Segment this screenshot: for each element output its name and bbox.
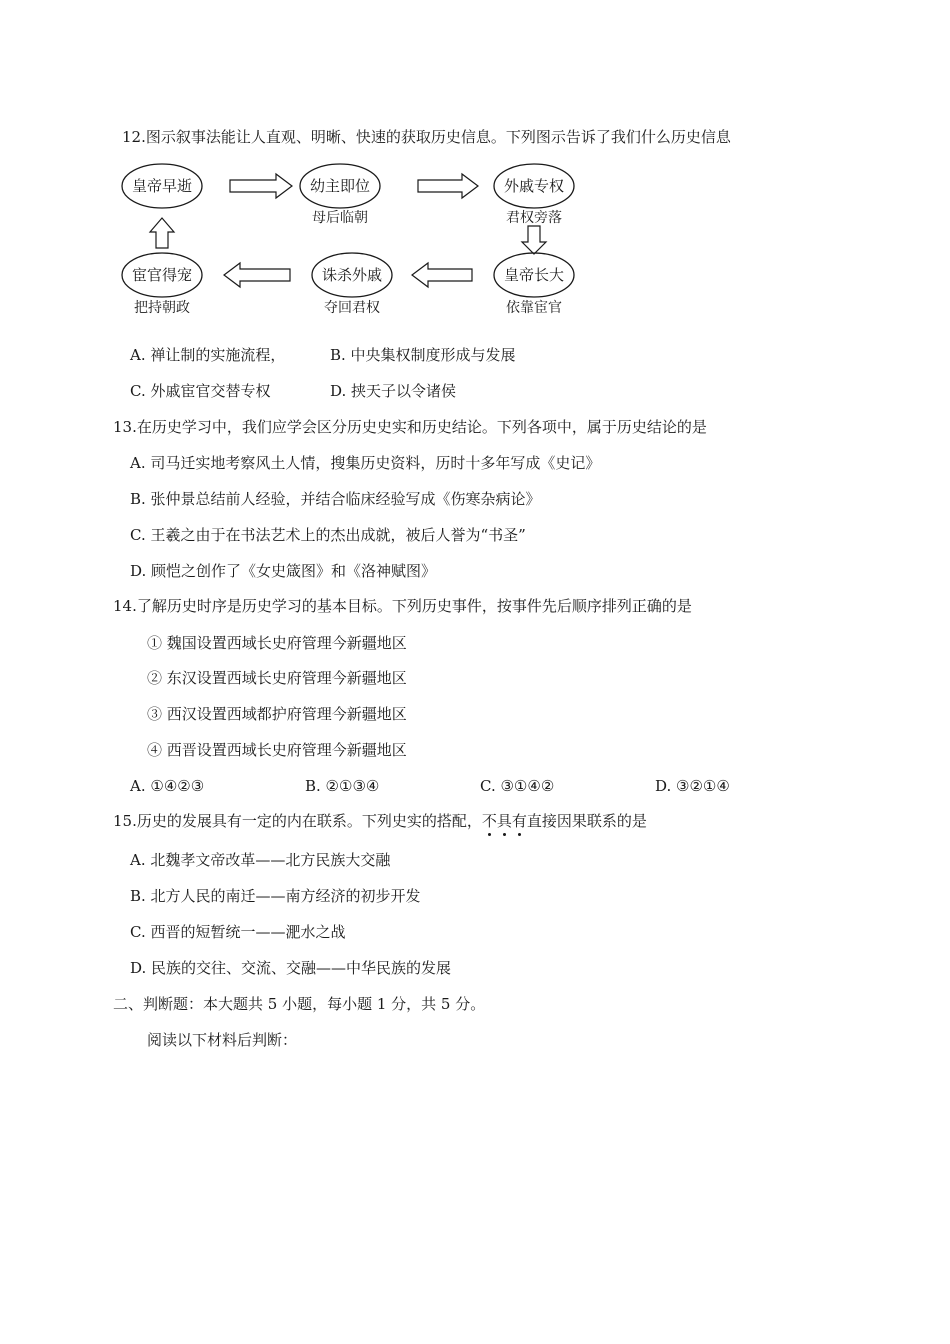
section2-heading: 二、判断题：本大题共 5 小题，每小题 1 分，共 5 分。	[113, 995, 486, 1013]
q15-option-a[interactable]: A. 北魏孝文帝改革——北方民族大交融	[130, 851, 391, 869]
q14-event-1: ① 魏国设置西域长史府管理今新疆地区	[147, 634, 407, 652]
q15-option-b[interactable]: B. 北方人民的南迁——南方经济的初步开发	[130, 887, 421, 905]
q14-option-a[interactable]: A. ①④②③	[130, 777, 205, 795]
q12-option-d[interactable]: D. 挟天子以令诸侯	[330, 382, 457, 400]
flow-diagram	[112, 160, 592, 320]
q15-emph-char-3: 有	[511, 812, 527, 830]
q14-event-3: ③ 西汉设置西域都护府管理今新疆地区	[147, 705, 407, 723]
arrow-up-icon	[150, 218, 174, 248]
q15-emph-char-2: 具	[496, 812, 512, 830]
diagram-node-5-label: 诛杀外戚	[321, 266, 383, 284]
q14-event-2: ② 东汉设置西域长史府管理今新疆地区	[147, 669, 407, 687]
arrow-down-icon	[522, 226, 546, 254]
q15-emph-char-1: 不	[481, 812, 497, 830]
q12-option-a[interactable]: A. 禅让制的实施流程，	[130, 346, 286, 364]
diagram-node-2-label: 幼主即位	[309, 177, 371, 195]
diagram-node-5	[312, 253, 392, 316]
q13-option-d[interactable]: D. 顾恺之创作了《女史箴图》和《洛神赋图》	[130, 562, 437, 580]
q15-stem-before: 15.历史的发展具有一定的内在联系。下列史实的搭配，	[113, 812, 482, 830]
diagram-node-3	[494, 164, 574, 226]
diagram-node-5-sub: 夺回君权	[324, 300, 380, 316]
q12-option-b[interactable]: B. 中央集权制度形成与发展	[330, 346, 516, 364]
q12-option-c[interactable]: C. 外戚宦官交替专权	[130, 382, 271, 400]
diagram-node-4-sub: 依靠宦官	[506, 300, 562, 316]
q15-option-c[interactable]: C. 西晋的短暂统一——淝水之战	[130, 923, 346, 941]
q15-stem-after: 直接因果联系的是	[526, 812, 647, 830]
q12-stem: 12.图示叙事法能让人直观、明晰、快速的获取历史信息。下列图示告诉了我们什么历史信息	[122, 128, 731, 146]
q15-stem	[113, 811, 647, 831]
diagram-node-6	[122, 253, 202, 316]
q13-option-b[interactable]: B. 张仲景总结前人经验，并结合临床经验写成《伤寒杂病论》	[130, 490, 541, 508]
diagram-node-3-sub: 君权旁落	[506, 210, 562, 226]
diagram-node-1-label: 皇帝早逝	[131, 177, 193, 195]
q14-event-4: ④ 西晋设置西域长史府管理今新疆地区	[147, 741, 407, 759]
q13-option-a[interactable]: A. 司马迁实地考察风土人情，搜集历史资料，历时十多年写成《史记》	[130, 454, 601, 472]
diagram-node-2	[300, 164, 380, 226]
q14-option-b[interactable]: B. ②①③④	[305, 777, 380, 795]
diagram-node-1	[122, 164, 202, 208]
diagram-node-6-label: 宦官得宠	[131, 266, 193, 284]
q14-option-c[interactable]: C. ③①④②	[480, 777, 555, 795]
diagram-node-4-label: 皇帝长大	[503, 266, 565, 284]
diagram-node-6-sub: 把持朝政	[134, 300, 190, 316]
arrow-left-icon	[224, 263, 290, 287]
q13-stem: 13.在历史学习中，我们应学会区分历史史实和历史结论。下列各项中，属于历史结论的是	[113, 418, 707, 436]
arrow-left-icon	[412, 263, 472, 287]
q15-option-d[interactable]: D. 民族的交往、交流、交融——中华民族的发展	[130, 959, 452, 977]
diagram-node-3-label: 外戚专权	[503, 177, 565, 195]
q13-option-c[interactable]: C. 王羲之由于在书法艺术上的杰出成就，被后人誉为“书圣”	[130, 526, 526, 544]
diagram-node-4	[494, 253, 574, 316]
arrow-right-icon	[418, 174, 478, 198]
q14-option-d[interactable]: D. ③②①④	[655, 777, 730, 795]
q14-stem: 14.了解历史时序是历史学习的基本目标。下列历史事件，按事件先后顺序排列正确的是	[113, 597, 692, 615]
section2-instruction: 阅读以下材料后判断：	[147, 1031, 298, 1049]
arrow-right-icon	[230, 174, 292, 198]
diagram-node-2-sub: 母后临朝	[312, 210, 368, 226]
